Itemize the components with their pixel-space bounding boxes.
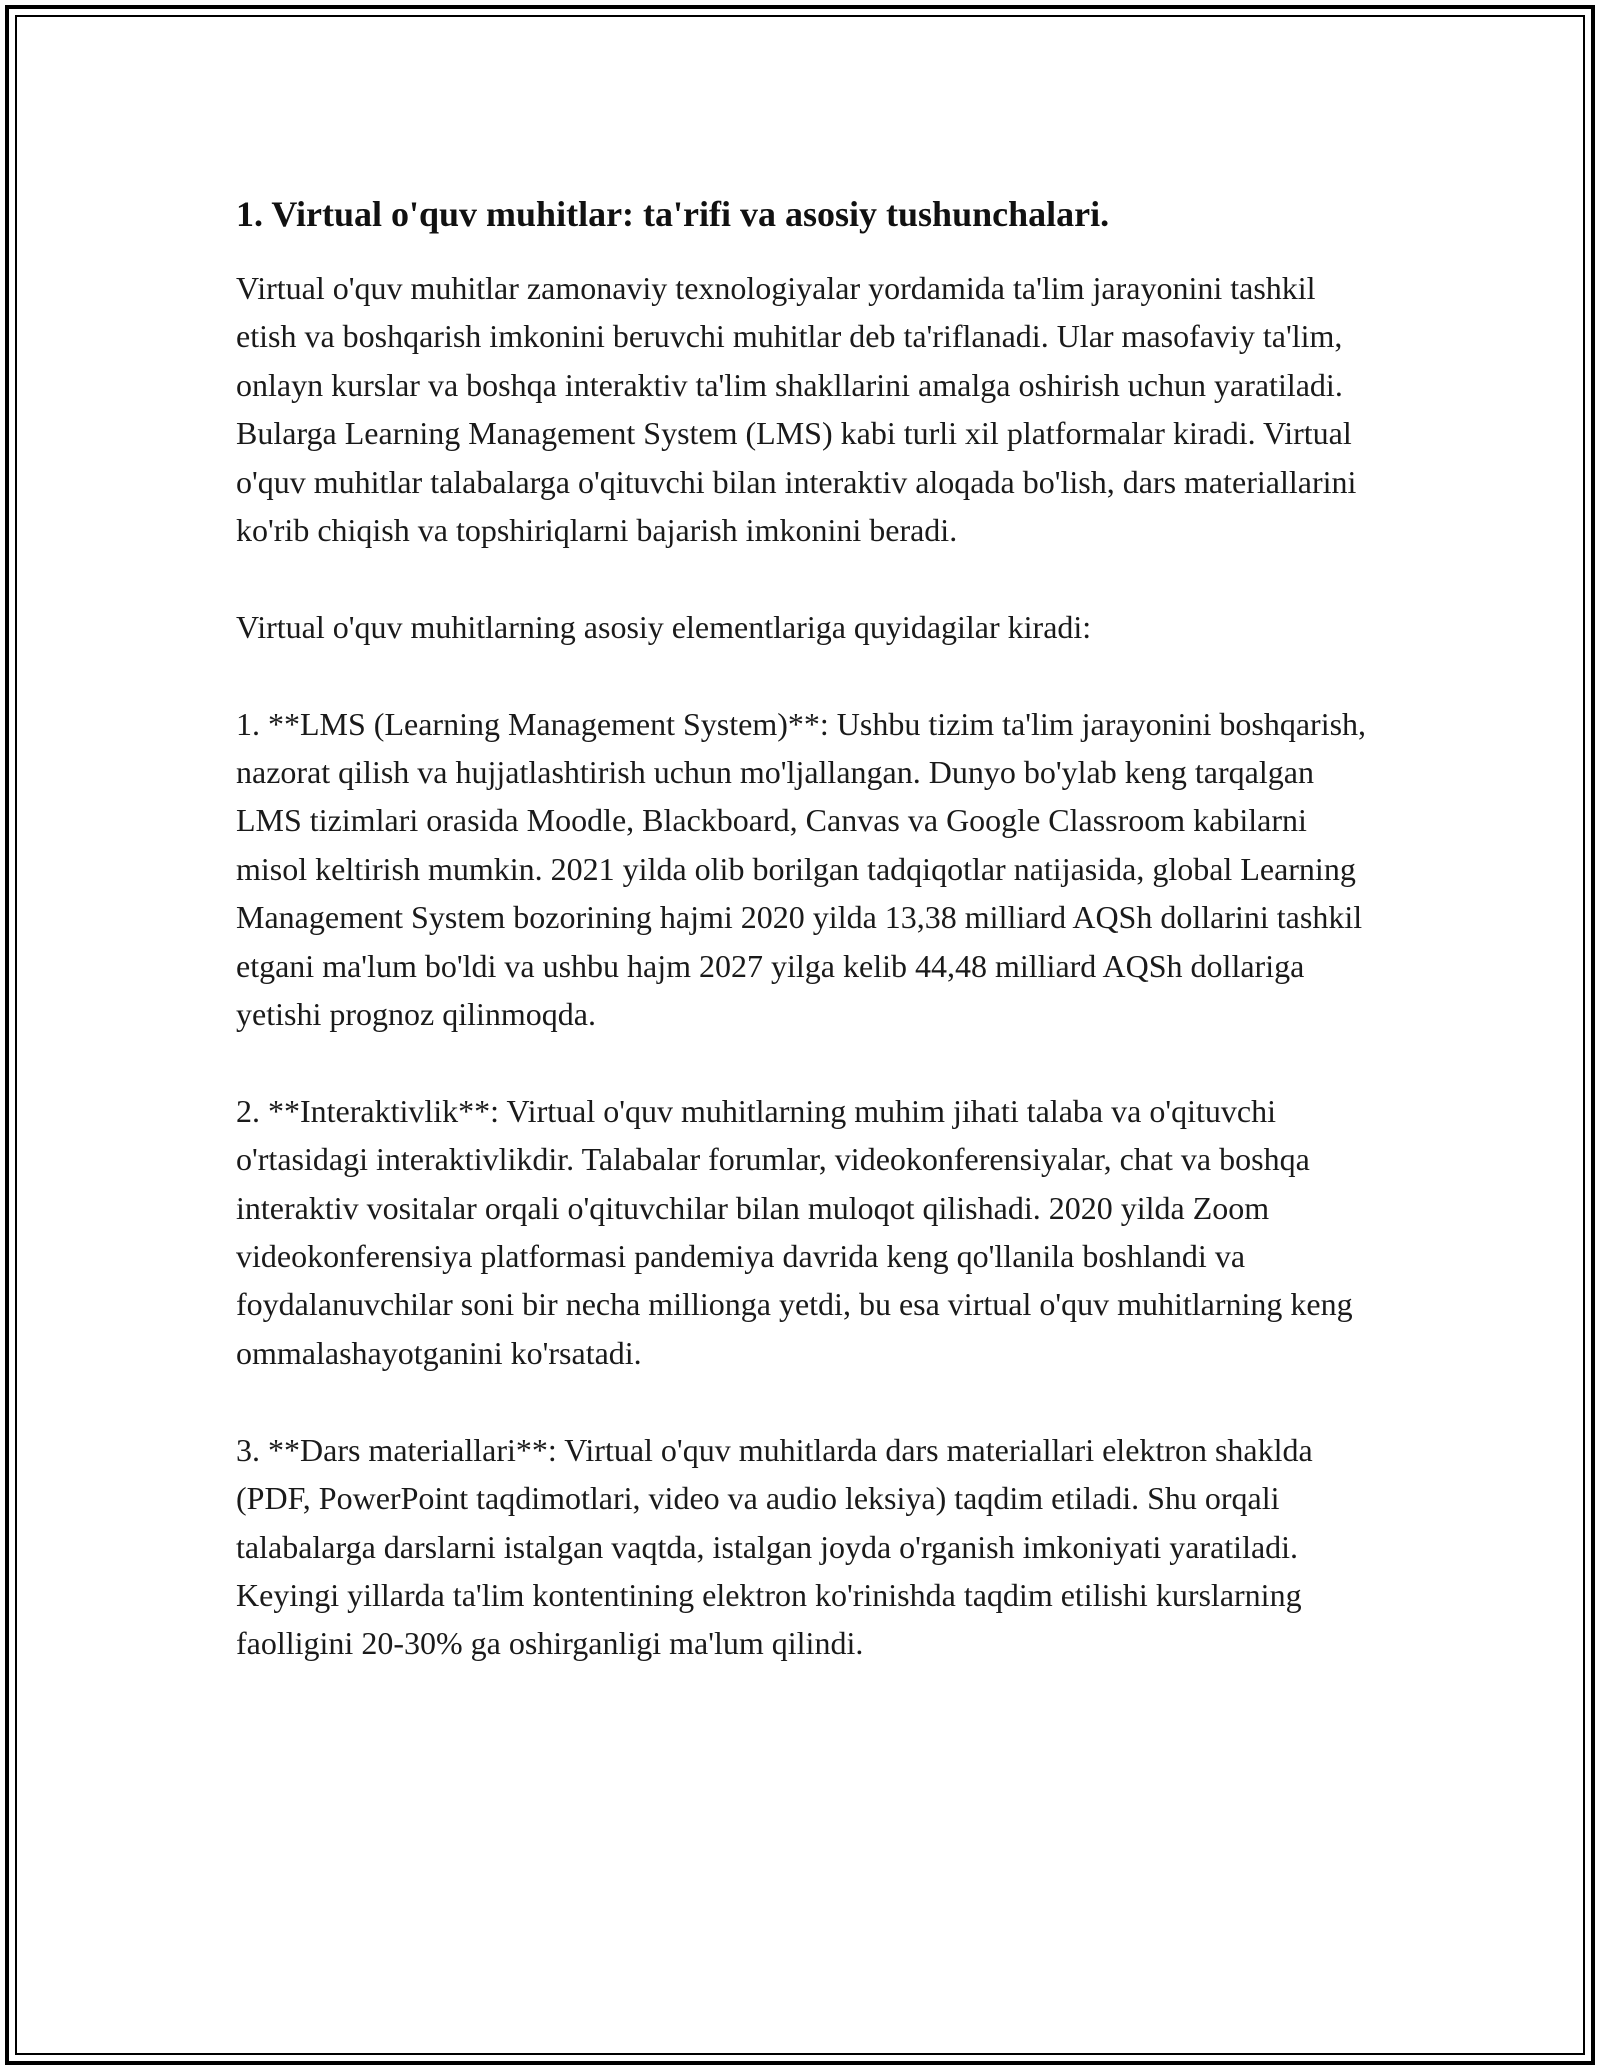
paragraph-elements-intro: Virtual o'quv muhitlarning asosiy elementlariga quyidagilar kiradi: xyxy=(236,608,1092,645)
paragraph-definition: Virtual o'quv muhitlar zamonaviy texnologiyalar yordamida ta'lim jarayonini tashkil etish va boshqarish imkonini beruvchi muhitlar deb ta'riflanadi. Ular masofaviy ta'lim, onlayn kurslar va boshqa interaktiv ta'lim shakllarini amalga oshirish uchun yaratiladi. Bularga Learning Management System (LMS) kabi turli xil platformalar kiradi. Virtual o'quv muhitlar talabalarga o'qituvchi bilan interaktiv aloqada bo'lish, dars materiallarini ko'rib chiqish va topshiriqlarni bajarish imkonini beradi. xyxy=(236,270,1357,549)
section-title: 1. Virtual o'quv muhitlar: ta'rifi va asosiy tushunchalari. xyxy=(236,194,1110,234)
paragraph-materials: 3. **Dars materiallari**: Virtual o'quv muhitlarda dars materiallari elektron shaklda (PDF, PowerPoint taqdimotlari, video va audio leksiya) taqdim etiladi. Shu orqali talabalarga darslarni istalgan vaqtda, istalgan joyda o'rganish imkoniyati yaratiladi. Keyingi yillarda ta'lim kontentining elektron ko'rinishda taqdim etilishi kurslarning faolligini 20-30% ga oshirganligi ma'lum qilindi. xyxy=(236,1431,1313,1662)
document-body xyxy=(236,190,1376,1716)
paragraph-lms: 1. **LMS (Learning Management System)**: Ushbu tizim ta'lim jarayonini boshqarish, nazorat qilish va hujjatlashtirish uchun mo'ljallangan. Dunyo bo'ylab keng tarqalgan LMS tizimlari orasida Moodle, Blackboard, Canvas va Google Classroom kabilarni misol keltirish mumkin. 2021 yilda olib borilgan tadqiqotlar natijasida, global Learning Management System bozorining hajmi 2020 yilda 13,38 milliard AQSh dollarini tashkil etgani ma'lum bo'ldi va ushbu hajm 2027 yilga kelib 44,48 milliard AQSh dollariga yetishi prognoz qilinmoqda. xyxy=(236,705,1367,1033)
paragraph-interactivity: 2. **Interaktivlik**: Virtual o'quv muhitlarning muhim jihati talaba va o'qituvchi o'rtasidagi interaktivlikdir. Talabalar forumlar, videokonferensiyalar, chat va boshqa interaktiv vositalar orqali o'qituvchilar bilan muloqot qilishadi. 2020 yilda Zoom videokonferensiya platformasi pandemiya davrida keng qo'llanila boshlandi va foydalanuvchilar soni bir necha millionga yetdi, bu esa virtual o'quv muhitlarning keng ommalashayotganini ko'rsatadi. xyxy=(236,1092,1353,1371)
